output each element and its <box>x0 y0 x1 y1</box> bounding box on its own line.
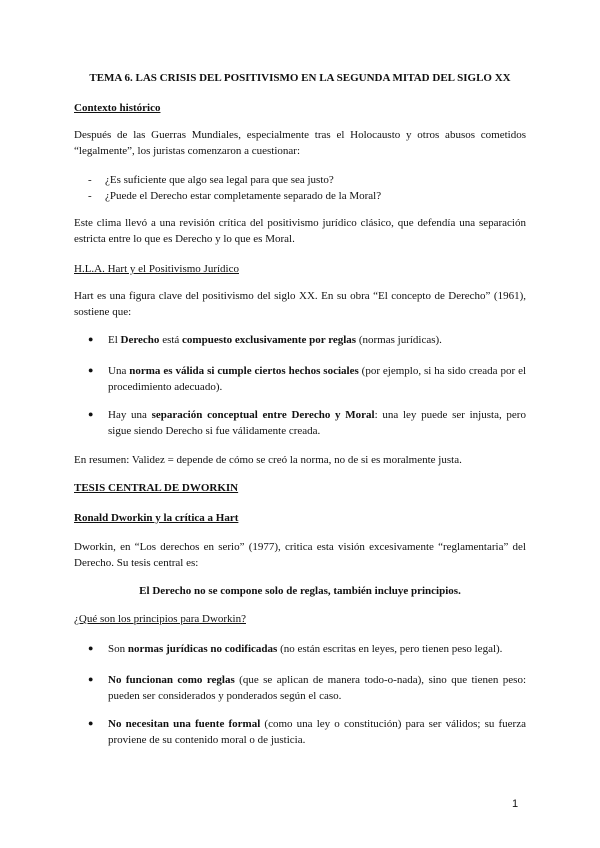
hart-intro: Hart es una figura clave del positivismo del siglo XX. En su obra “El concepto de Derecho” (1961), sostiene que: <box>74 290 526 318</box>
dworkin-thesis: El Derecho no se compone solo de reglas, también incluye principios. <box>139 585 461 597</box>
contexto-conclusion: Este clima llevó a una revisión crítica del positivismo jurídico clásico, que defendía una separación estricta entre lo que es Derecho y lo que es Moral. <box>74 217 526 245</box>
bullet-text: El Derecho está compuesto exclusivamente por reglas (normas jurídicas). <box>108 334 442 346</box>
bullet-icon: ● <box>88 365 94 375</box>
bullet-text: Una norma es válida si cumple ciertos hechos sociales (por ejemplo, si ha sido creada por el procedimiento adecuado). <box>108 365 527 393</box>
bullet-text: No necesitan una fuente formal (como una ley o constitución) para ser válidos; su fuerza proviene de su contenido moral o de justicia. <box>108 718 526 746</box>
bullet-text: No funcionan como reglas (que se aplican de manera todo-o-nada), sino que tienen peso: pueden ser considerados y ponderados según el caso. <box>108 674 527 702</box>
hart-heading: H.L.A. Hart y el Positivismo Jurídico <box>74 263 239 275</box>
contexto-heading: Contexto histórico <box>74 102 161 114</box>
bullet-icon: ● <box>88 718 94 728</box>
bullet-text: Hay una separación conceptual entre Derecho y Moral: una ley puede ser injusta, pero sigue siendo Derecho si fue válidamente creada. <box>108 409 526 437</box>
page-title: TEMA 6. LAS CRISIS DEL POSITIVISMO EN LA SEGUNDA MITAD DEL SIGLO XX <box>89 72 511 84</box>
contexto-intro: Después de las Guerras Mundiales, especialmente tras el Holocausto y otros abusos cometidos “legalmente”, los juristas comenzaron a cuestionar: <box>74 129 526 157</box>
bullet-icon: ● <box>88 643 94 653</box>
dash-marker: - <box>88 174 92 186</box>
page-number: 1 <box>512 798 519 810</box>
question-text: ¿Es suficiente que algo sea legal para que sea justo? <box>105 174 334 186</box>
bullet-icon: ● <box>88 409 94 419</box>
dash-marker: - <box>88 190 92 202</box>
bullet-icon: ● <box>88 674 94 684</box>
dworkin-subheading: Ronald Dworkin y la crítica a Hart <box>74 512 239 524</box>
dworkin-section-heading: TESIS CENTRAL DE DWORKIN <box>74 482 239 494</box>
bullet-text: Son normas jurídicas no codificadas (no están escritas en leyes, pero tienen peso legal). <box>108 643 503 655</box>
question-text: ¿Puede el Derecho estar completamente separado de la Moral? <box>105 190 382 202</box>
bullet-icon: ● <box>88 334 94 344</box>
principles-question: ¿Qué son los principios para Dworkin? <box>74 613 246 625</box>
hart-summary: En resumen: Validez = depende de cómo se creó la norma, no de si es moralmente justa. <box>74 454 462 466</box>
dworkin-intro: Dworkin, en “Los derechos en serio” (1977), critica esta visión excesivamente “reglamentaria” del Derecho. Su tesis central es: <box>74 541 526 569</box>
